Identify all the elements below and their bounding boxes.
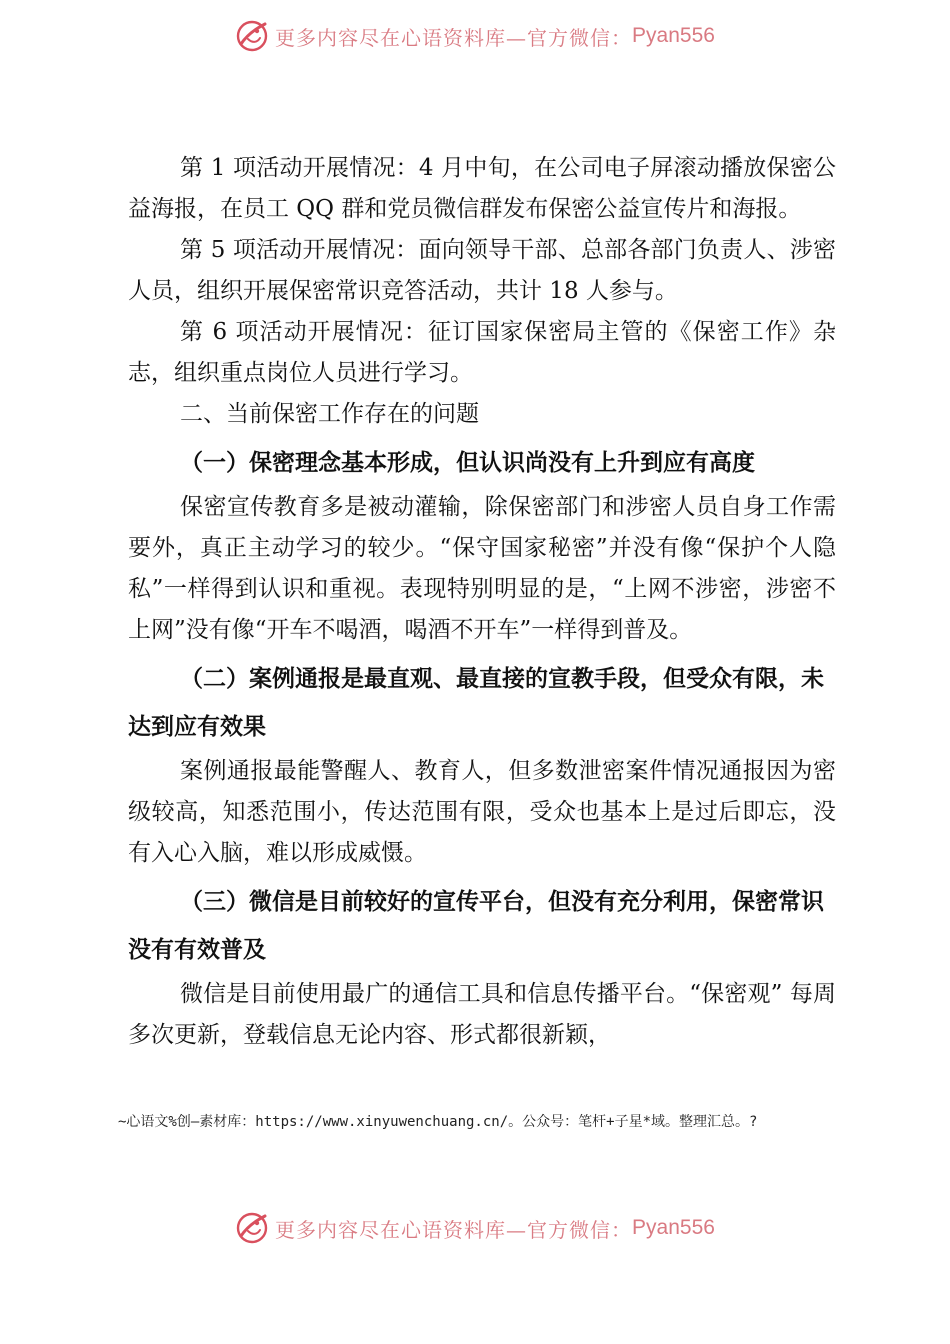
paragraph-problem-2: 案例通报最能警醒人、教育人，但多数泄密案件情况通报因为密级较高，知悉范围小，传达范围有限，受众也基本上是过后即忘，没有入心入脑，难以形成威慑。 [128, 758, 836, 866]
library-logo-icon [235, 1211, 269, 1245]
banner-text: 更多内容尽在心语资料库—官方微信： [275, 25, 633, 50]
header-banner [0, 16, 950, 56]
banner-wechat-id: Pyan556 [632, 1216, 715, 1239]
paragraph-activity-6: 第 6 项活动开展情况：征订国家保密局主管的《保密工作》杂志，组织重点岗位人员进行学习。 [128, 319, 836, 386]
document-body [128, 148, 836, 1056]
paragraph-problem-3: 微信是目前使用最广的通信工具和信息传播平台。“保密观” 每周多次更新，登载信息无论内容、形式都很新颖， [128, 981, 836, 1048]
paragraph-problem-1: 保密宣传教育多是被动灌输，除保密部门和涉密人员自身工作需要外，真正主动学习的较少。“保守国家秘密”并没有像“保护个人隐私”一样得到认识和重视。表现特别明显的是，“上网不涉密，涉密不上网”没有像“开车不喝酒，喝酒不开车”一样得到普及。 [128, 494, 836, 643]
banner-wechat-id: Pyan556 [632, 24, 715, 47]
footer-banner [0, 1208, 950, 1248]
banner-text: 更多内容尽在心语资料库—官方微信： [275, 1217, 633, 1242]
footnote: ~心语文%创—素材库：https://www.xinyuwenchuang.cn/。公众号：笔杆+子星*域。整理汇总。? [118, 1114, 758, 1130]
paragraph-activity-1: 第 1 项活动开展情况：4 月中旬，在公司电子屏滚动播放保密公益海报，在员工 QQ 群和党员微信群发布保密公益宣传片和海报。 [128, 155, 836, 222]
subheading-3: （三）微信是目前较好的宣传平台，但没有充分利用，保密常识没有有效普及 [128, 889, 824, 963]
section-heading-problems: 二、当前保密工作存在的问题 [180, 401, 479, 427]
paragraph-activity-5: 第 5 项活动开展情况：面向领导干部、总部各部门负责人、涉密人员，组织开展保密常识竞答活动，共计 18 人参与。 [128, 237, 836, 304]
subheading-2: （二）案例通报是最直观、最直接的宣教手段，但受众有限，未达到应有效果 [128, 666, 824, 740]
library-logo-icon [235, 19, 269, 53]
subheading-1: （一）保密理念基本形成，但认识尚没有上升到应有高度 [180, 450, 755, 476]
